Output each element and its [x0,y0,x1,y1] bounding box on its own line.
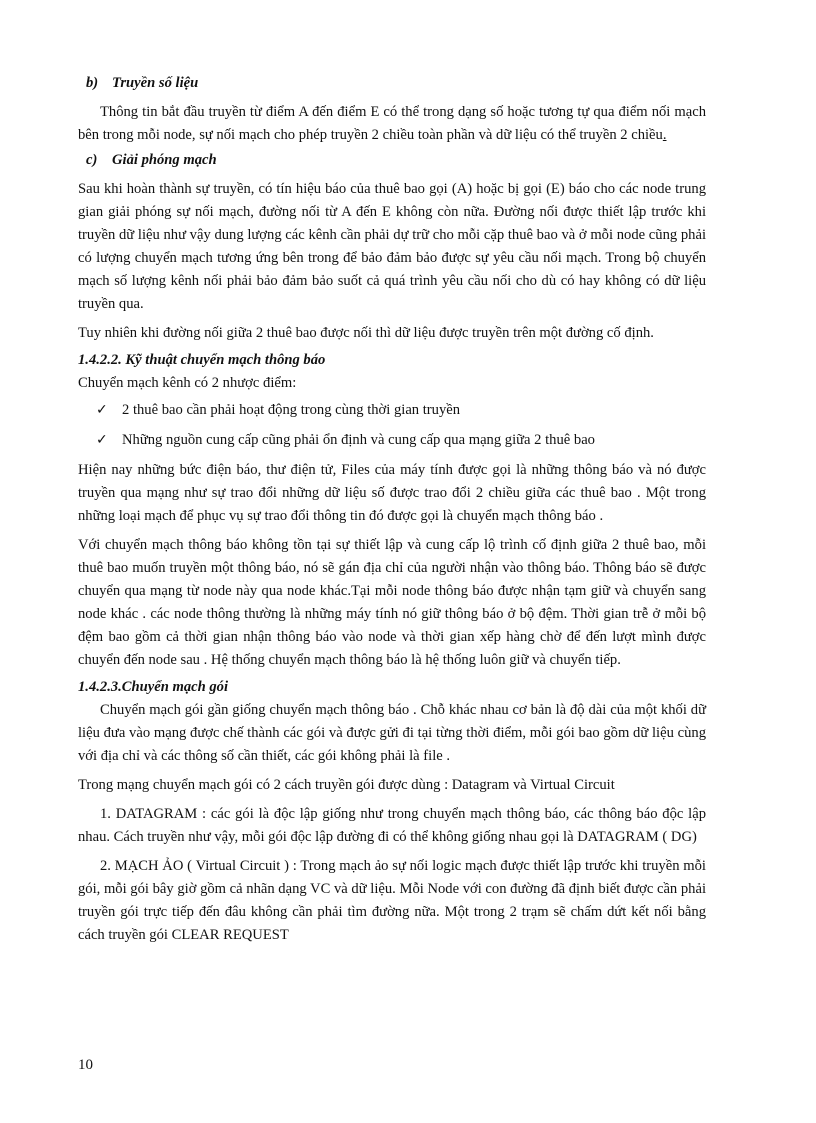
checkmark-icon: ✓ [96,432,108,448]
paragraph-1423-b: Trong mạng chuyển mạch gói có 2 cách truyền gói được dùng : Datagram và Virtual Circuit [78,777,615,793]
numbered-item-virtual-circuit: 2. MẠCH ẢO ( Virtual Circuit ) : Trong mạch ảo sự nối logic mạch được thiết lập trước khi truyền mỗi gói, mỗi gói bây giờ gồm cả nhãn dạng VC và dữ liệu. Mỗi Node với con đường đã định biết được cần phải truyền gói trực tiếp đến đâu không cần phải tìm đường nữa. Một trong 2 trạm sẽ chấm dứt kết nối bằng cách truyền gói CLEAR REQUEST [78,858,706,943]
subheading-c-title: Giải phóng mạch [112,152,217,168]
list-item [96,399,706,422]
list-item [96,429,706,452]
paragraph-1422-b: Với chuyển mạch thông báo không tồn tại sự thiết lập và cung cấp lộ trình cố định giữa 2 thuê bao, mỗi thuê bao muốn truyền một thông báo, nó sẽ gán địa chỉ của người nhận vào thông báo. Thông báo sẽ được chuyển qua mạng từ node này qua node khác.Tại mỗi node thông báo được nhận tạm giữ và chuyển sang node khác . các node thông thường là những máy tính nó giữ thông báo ở bộ đệm. Thời gian trễ ở mỗi bộ đệm bao gồm cả thời gian nhận thông báo vào node và thời gian xếp hàng chờ để đến lượt mình được chuyển đến node sau . Hệ thống chuyển mạch thông báo là hệ thống luôn giữ và chuyển tiếp. [78,537,706,668]
checkmark-list [96,399,706,452]
page-number: 10 [78,1057,93,1073]
list-item-text: Những nguồn cung cấp cũng phải ổn định và cung cấp qua mạng giữa 2 thuê bao [122,432,595,448]
paragraph-b-end: . [662,127,667,143]
document-page [78,70,706,947]
heading-1-4-2-3: 1.4.2.3.Chuyển mạch gói [78,679,229,695]
numbered-item-datagram: 1. DATAGRAM : các gói là độc lập giống như trong chuyển mạch thông báo, các thông báo độc lập nhau. Cách truyền như vậy, mỗi gói độc lập đường đi có thể không giống nhau gọi là DATAGRAM ( DG) [78,806,706,845]
paragraph-b-text: Thông tin bắt đầu truyền từ điểm A đến điểm E có thể trong dạng số hoặc tương tự qua điểm nối mạch bên trong mỗi node, sự nối mạch cho phép truyền 2 chiều toàn phần và dữ liệu có thể truyền 2 chiều [78,104,706,143]
subheading-b [86,72,706,95]
list-item-text: 2 thuê bao cần phải hoạt động trong cùng thời gian truyền [122,402,461,418]
paragraph-1422-a: Hiện nay những bức điện báo, thư điện tử, Files của máy tính được gọi là những thông báo và nó được truyền qua mạng như sự trao đổi những dữ liệu số được trao đổi 2 chiều giữa các thuê bao . Một trong những loại mạch để phục vụ sự trao đổi thông tin đó được gọi là chuyển mạch thông báo . [78,462,706,524]
paragraph-1422-intro: Chuyển mạch kênh có 2 nhược điểm: [78,375,297,391]
checkmark-icon: ✓ [96,402,108,418]
subheading-b-letter: b) [86,75,99,91]
subheading-c-letter: c) [86,152,98,168]
subheading-c [86,149,706,172]
heading-1-4-2-2: 1.4.2.2. Kỹ thuật chuyển mạch thông báo [78,352,326,368]
paragraph-c2: Tuy nhiên khi đường nối giữa 2 thuê bao được nối thì dữ liệu được truyền trên một đường cố định. [78,325,654,341]
subheading-b-title: Truyền số liệu [112,75,199,91]
paragraph-c1: Sau khi hoàn thành sự truyền, có tín hiệu báo của thuê bao gọi (A) hoặc bị gọi (E) báo cho các node trung gian giải phóng sự nối mạch, đường nối từ A đến E không còn nữa. Đường nối được thiết lập trước khi truyền dữ liệu như vậy dung lượng các kênh cần phải dự trữ cho mỗi cặp thuê bao và ở mỗi node cũng phải có lượng chuyển mạch tương ứng bên trong để bảo đảm bảo được sự yêu cầu nối mạch. Trong bộ chuyển mạch số lượng kênh nối phải bảo đảm bảo suốt cả quá trình yêu cầu nối cho dù có hay không có dữ liệu truyền qua. [78,181,706,312]
paragraph-b [78,101,706,147]
paragraph-1423-a: Chuyển mạch gói gần giống chuyển mạch thông báo . Chỗ khác nhau cơ bản là độ dài của một khối dữ liệu đưa vào mạng được chế thành các gói và được gửi đi tại từng thời điểm, mỗi gói bao gồm dữ liệu cùng với địa chỉ và các thông số cần thiết, các gói không phải là file . [78,702,706,764]
